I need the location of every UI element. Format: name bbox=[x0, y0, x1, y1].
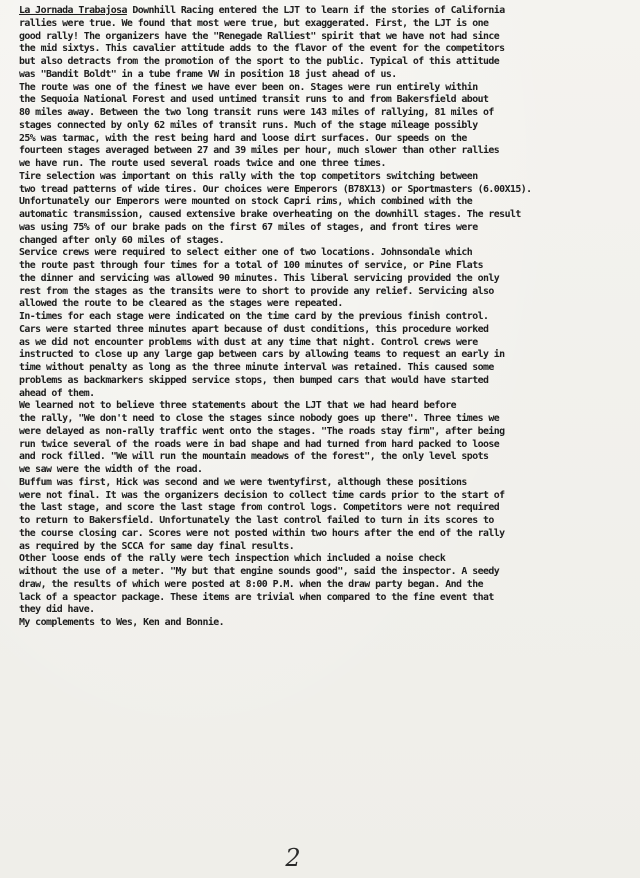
text-line-1-rest: Downhill Racing entered the LJT to learn if the stories of California bbox=[132, 5, 505, 16]
text-line: they did have. bbox=[19, 604, 95, 616]
text-line: run twice several of the roads were in bad shape and had turned from hard packed to loose bbox=[19, 438, 500, 450]
text-line: ahead of them. bbox=[19, 387, 95, 399]
text-line: the route past through four times for a total of 100 minutes of service, or Pine Flats bbox=[19, 260, 483, 271]
text-line: as we did not encounter problems with dust at any time that night. Control crews were bbox=[19, 336, 478, 348]
text-line: without the use of a meter. "My but that engine sounds good", said the inspector. A seedy bbox=[19, 566, 500, 577]
article-body bbox=[19, 5, 631, 643]
text-line: Other loose ends of the rally were tech inspection which included a noise check bbox=[19, 553, 446, 565]
text-line: and rock filled. "We will run the mountain meadows of the forest", the only level spots bbox=[19, 451, 489, 463]
text-line: good rally! The organizers have the "Renegade Ralliest" spirit that we have not had since bbox=[19, 30, 500, 42]
text-line-1 bbox=[19, 5, 631, 18]
text-line: was "Bandit Boldt" in a tube frame VW in position 18 just ahead of us. bbox=[19, 68, 397, 80]
text-line: but also detracts from the promotion of the sport to the public. Typical of this attitude bbox=[19, 56, 500, 67]
text-line: The route was one of the finest we have ever been on. Stages were run entirely within bbox=[19, 81, 478, 93]
text-line: rallies were true. We found that most were true, but exaggerated. First, the LJT is one bbox=[19, 17, 489, 29]
text-line: Service crews were required to select either one of two locations. Johnsondale which bbox=[19, 247, 473, 259]
text-line: were delayed as non-rally traffic went onto the stages. "The roads stay firm", after being bbox=[19, 425, 505, 437]
text-line: Buffum was first, Hick was second and we were twentyfirst, although these positions bbox=[19, 476, 467, 488]
text-line: Tire selection was important on this rally with the top competitors switching between bbox=[19, 170, 478, 182]
text-line: as required by the SCCA for same day final results. bbox=[19, 540, 295, 552]
text-line: the mid sixtys. This cavalier attitude adds to the flavor of the event for the competitors bbox=[19, 43, 505, 55]
text-line: instructed to close up any large gap between cars by allowing teams to request an early in bbox=[19, 349, 505, 361]
text-line: the dinner and servicing was allowed 90 minutes. This liberal servicing provided the only bbox=[19, 272, 500, 284]
text-line: rest from the stages as the transits were to short to provide any relief. Servicing also bbox=[19, 285, 494, 297]
text-line: My complements to Wes, Ken and Bonnie. bbox=[19, 617, 225, 628]
text-line: the rally, "We don't need to close the stages since nobody goes up there". Three times we bbox=[19, 413, 500, 424]
text-line: changed after only 60 miles of stages. bbox=[19, 234, 225, 246]
text-line: allowed the route to be cleared as the stages were repeated. bbox=[19, 298, 343, 310]
page-number: 2 bbox=[285, 844, 301, 872]
text-line: We learned not to believe three statements about the LJT that we had heard before bbox=[19, 400, 457, 412]
text-line: lack of a speactor package. These items are trivial when compared to the fine event that bbox=[19, 591, 494, 603]
text-line: time without penalty as long as the three minute interval was retained. This caused some bbox=[19, 362, 494, 373]
text-line: 25% was tarmac, with the rest being hard and loose dirt surfaces. Our speeds on the bbox=[19, 132, 467, 144]
text-line: were not final. It was the organizers decision to collect time cards prior to the start of bbox=[19, 489, 505, 501]
text-line: stages connected by only 62 miles of transit runs. Much of the stage mileage possibly bbox=[19, 119, 478, 131]
text-line: the Sequoia National Forest and used untimed transit runs to and from Bakersfield about bbox=[19, 94, 489, 106]
text-line: the course closing car. Scores were not posted within two hours after the end of the rally bbox=[19, 527, 505, 539]
text-line: problems as backmarkers skipped service stops, then bumped cars that would have started bbox=[19, 374, 489, 386]
text-line: fourteen stages averaged between 27 and 39 miles per hour, much slower than other rallies bbox=[19, 145, 500, 157]
text-line: we saw were the width of the road. bbox=[19, 464, 203, 475]
text-line: two tread patterns of wide tires. Our choices were Emperors (B78X13) or Sportmasters (6.00X15). bbox=[19, 183, 532, 195]
text-line: 80 miles away. Between the two long transit runs were 143 miles of rallying, 81 miles of bbox=[19, 107, 494, 118]
text-line: Cars were started three minutes apart because of dust conditions, this procedure worked bbox=[19, 323, 489, 335]
text-line: Unfortunately our Emperors were mounted on stock Capri rims, which combined with the bbox=[19, 196, 473, 208]
text-line: draw, the results of which were posted at 8:00 P.M. when the draw party began. And the bbox=[19, 578, 483, 590]
text-line: was using 75% of our brake pads on the first 67 miles of stages, and front tires were bbox=[19, 221, 478, 233]
text-line bbox=[19, 630, 631, 643]
text-line: we have run. The route used several roads twice and one three times. bbox=[19, 158, 386, 169]
text-line: automatic transmission, caused extensive brake overheating on the downhill stages. The result bbox=[19, 209, 521, 220]
text-line: the last stage, and score the last stage from control logs. Competitors were not required bbox=[19, 502, 500, 514]
article-heading: La Jornada Trabajosa bbox=[19, 5, 127, 16]
text-line: to return to Bakersfield. Unfortunately the last control failed to turn in its scores to bbox=[19, 515, 494, 526]
text-line: In-times for each stage were indicated on the time card by the previous finish control. bbox=[19, 311, 489, 322]
